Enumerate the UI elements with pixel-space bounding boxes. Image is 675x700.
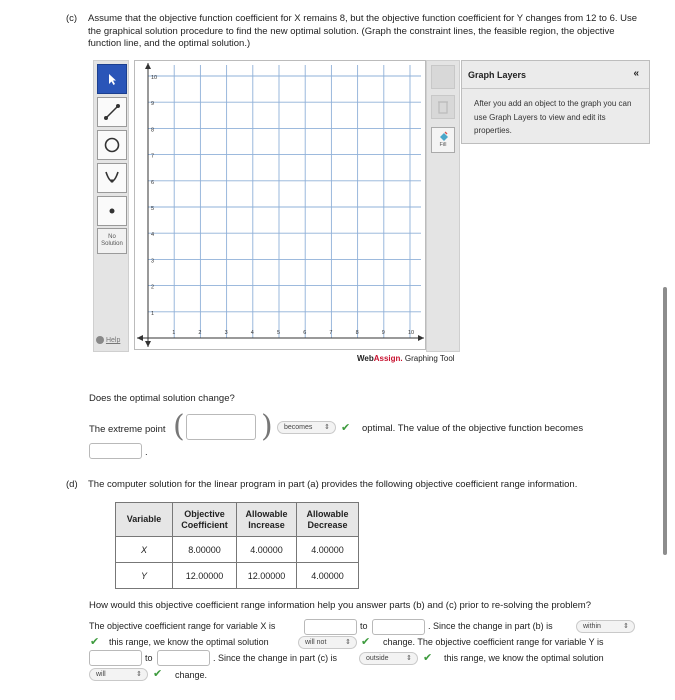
optimal-change-question: Does the optimal solution change? [89, 393, 235, 404]
parabola-tool[interactable] [97, 163, 127, 193]
col-variable: Variable [116, 503, 173, 537]
page-scrollbar[interactable] [663, 287, 667, 555]
y-tick-label: 8 [151, 127, 155, 134]
line-tool-icon [102, 102, 122, 122]
part-d-label: (d) [66, 479, 78, 490]
within-select-value: within [583, 623, 601, 630]
extreme-point-label: The extreme point [89, 424, 166, 435]
x-tick-label: 4 [250, 330, 254, 336]
col-allowable-decrease: Allowable Decrease [297, 503, 359, 537]
trash-icon [432, 96, 454, 118]
change-label: change. [175, 670, 208, 680]
brand-assign: Assign [373, 354, 401, 363]
graph-side-panel [426, 60, 460, 352]
x-tick-label: 8 [355, 330, 359, 336]
will-not-select-value: will not [305, 639, 327, 646]
y-tick-label: 7 [151, 153, 155, 160]
table-row [116, 563, 359, 589]
y-tick-label: 1 [151, 310, 155, 317]
y-tick-label: 4 [151, 232, 155, 239]
no-solution-line2: Solution [101, 241, 123, 247]
table-row [116, 537, 359, 563]
correct-check-icon: ✔ [341, 422, 351, 434]
y-tick-label: 2 [151, 284, 155, 291]
x-tick-label: 9 [381, 330, 385, 336]
select-arrows-icon: ⇕ [136, 671, 142, 678]
x-axis-arrow [137, 335, 143, 341]
correct-check-icon: ✔ [423, 652, 433, 664]
parabola-tool-icon [102, 168, 122, 188]
graph-layers-header [462, 61, 649, 89]
point-tool[interactable] [97, 196, 127, 226]
cell-increase: 12.00000 [237, 563, 297, 589]
graph-layers-description: After you add an object to the graph you can use Graph Layers to view and edit its properties. [474, 99, 632, 135]
select-arrow-tool[interactable] [97, 64, 127, 94]
x-tick-label: 7 [329, 330, 333, 336]
will-not-select[interactable] [298, 636, 357, 649]
part-d-text: The computer solution for the linear program in part (a) provides the following objective coefficient range information. [88, 479, 578, 490]
cell-decrease: 4.00000 [297, 563, 359, 589]
objective-range-table [115, 502, 359, 589]
table-header-row [116, 503, 359, 537]
select-arrows-icon: ⇕ [324, 424, 330, 431]
x-tick-label: 5 [277, 330, 281, 336]
optimal-solution-text-1: this range, we know the optimal solution [109, 637, 269, 647]
help-label: Help [105, 336, 121, 344]
correct-check-icon: ✔ [153, 668, 163, 680]
select-arrows-icon: ⇕ [406, 655, 412, 662]
graph-layers-title: Graph Layers [468, 70, 527, 80]
y-axis-arrow [145, 63, 151, 69]
x-axis-arrow [418, 335, 424, 341]
y-tick-label: 9 [151, 101, 155, 108]
graph-canvas[interactable] [134, 60, 426, 350]
col-allowable-increase: Allowable Increase [237, 503, 297, 537]
y-tick-label: 3 [151, 258, 155, 265]
brand-web: Web [357, 354, 374, 363]
circle-tool[interactable] [97, 130, 127, 160]
to-label: to [145, 653, 153, 663]
x-tick-label: 2 [198, 330, 202, 336]
y-range-text: change. The objective coefficient range for variable Y is [383, 637, 604, 647]
brand-suffix: Graphing Tool [404, 354, 455, 363]
x-range-text: The objective coefficient range for variable X is [89, 621, 276, 631]
webassign-brand: WebAssign. Graphing Tool [357, 354, 455, 363]
y-tick-label: 5 [151, 206, 155, 212]
part-c-label: (c) [66, 13, 78, 24]
outside-select[interactable] [359, 652, 418, 665]
right-paren: ) [261, 409, 273, 444]
select-arrow-icon [105, 72, 119, 86]
x-tick-label: 6 [303, 330, 307, 336]
extreme-point-input[interactable] [186, 414, 256, 440]
col-objective-coefficient: Objective Coefficient [173, 503, 237, 537]
within-select[interactable] [576, 620, 635, 633]
left-paren: ( [173, 409, 185, 444]
help-icon [96, 336, 104, 344]
y-range-upper-input[interactable] [157, 650, 210, 666]
correct-check-icon: ✔ [90, 636, 100, 648]
x-tick-label: 3 [224, 330, 228, 336]
x-range-upper-input[interactable] [372, 619, 425, 635]
line-tool[interactable] [97, 97, 127, 127]
to-label: to [360, 621, 368, 631]
cell-coefficient: 8.00000 [173, 537, 237, 563]
becomes-select-value: becomes [284, 424, 313, 431]
objective-value-input[interactable] [89, 443, 142, 459]
no-solution-line1: No [108, 234, 116, 240]
fill-icon [437, 130, 451, 142]
fill-button[interactable] [431, 127, 455, 153]
cell-variable: X [116, 537, 173, 563]
select-arrows-icon: ⇕ [345, 639, 351, 646]
part-c-question: Assume that the objective function coefficient for X remains 8, but the objective function coefficient for Y changes from 12 to 6. Use the graphical solution procedure to find the new optimal solution. (Graph the constraint lines, the feasible region, the objective function line, and the optimal solution.) [88, 13, 638, 49]
since-change-b-text: . Since the change in part (b) is [428, 621, 553, 631]
how-question: How would this objective coefficient range information help you answer parts (b) and (c) prior to re-solving the problem? [89, 600, 591, 611]
will-select-value: will [96, 671, 106, 678]
select-arrows-icon: ⇕ [623, 623, 629, 630]
y-axis-arrow [145, 341, 151, 347]
circle-tool-icon [102, 135, 122, 155]
outside-select-value: outside [366, 655, 389, 662]
fill-label: Fill [439, 142, 447, 148]
no-solution-button[interactable] [97, 228, 127, 254]
cell-coefficient: 12.00000 [173, 563, 237, 589]
optimal-text: optimal. The value of the objective function becomes [362, 423, 584, 434]
period: . [145, 447, 148, 458]
graph-grid [135, 61, 425, 349]
point-tool-icon [102, 201, 122, 221]
y-tick-label: 6 [151, 179, 155, 186]
graph-toolbar [93, 60, 129, 352]
will-select[interactable] [89, 668, 148, 681]
since-change-c-text: . Since the change in part (c) is [213, 653, 338, 663]
help-link[interactable] [96, 336, 120, 344]
x-range-lower-input[interactable] [304, 619, 357, 635]
correct-check-icon: ✔ [361, 636, 371, 648]
becomes-select[interactable] [277, 421, 336, 434]
graph-layers-panel [461, 60, 650, 144]
collapse-layers-button[interactable]: « [633, 68, 639, 79]
cell-increase: 4.00000 [237, 537, 297, 563]
x-tick-label: 1 [172, 330, 176, 336]
undo-button[interactable] [431, 65, 455, 89]
optimal-solution-text-2: this range, we know the optimal solution [444, 653, 604, 663]
y-tick-label: 10 [151, 75, 158, 81]
y-range-lower-input[interactable] [89, 650, 142, 666]
x-tick-label: 10 [408, 330, 415, 336]
cell-variable: Y [116, 563, 173, 589]
cell-decrease: 4.00000 [297, 537, 359, 563]
delete-button[interactable] [431, 95, 455, 119]
